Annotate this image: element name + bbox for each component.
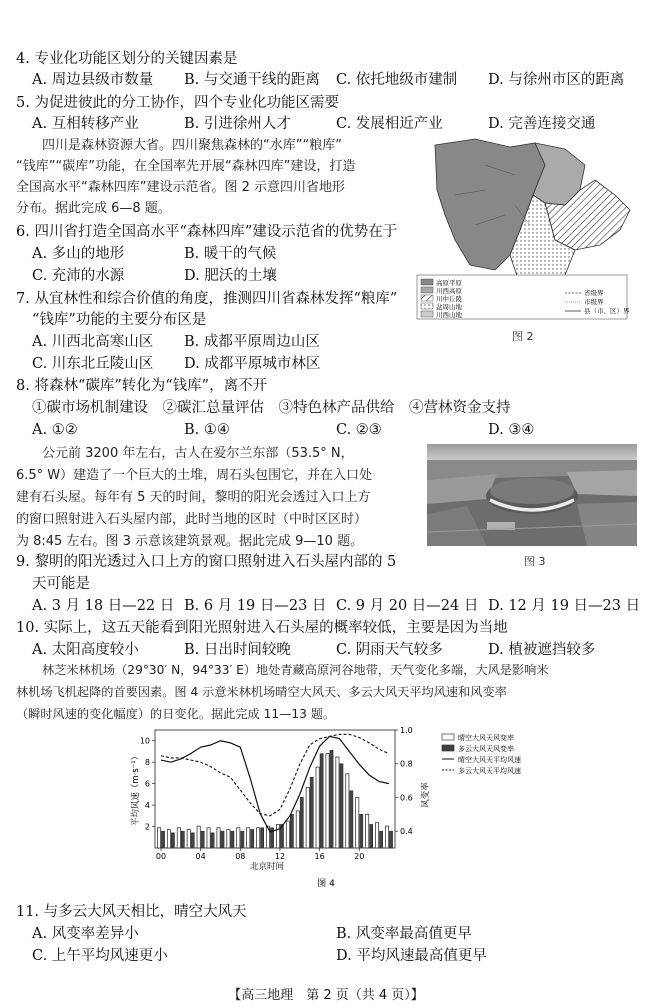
bar-clear-variability (296, 811, 299, 848)
y-right-tick-label: 1.0 (400, 726, 413, 735)
x-tick-label: 00 (155, 852, 167, 861)
bar-clear-variability (197, 826, 200, 848)
legend-label: 晴空大风天平均风速 (458, 756, 521, 764)
y-right-tick-label: 0.6 (400, 793, 413, 803)
bar-clear-variability (247, 828, 250, 848)
legend-label-2: 川西高原 (436, 287, 462, 295)
q7-option-d: D. 成都平原城市林区 (184, 356, 321, 372)
bar-clear-variability (346, 774, 349, 848)
bar-cloudy-variability (201, 831, 204, 848)
bar-clear-variability (187, 829, 190, 848)
y-right-tick-label: 0.8 (400, 759, 413, 769)
bar-cloudy-variability (340, 764, 343, 848)
passage1-line-2: “钱库”“碳库”功能，在全国率先开展“森林四库”建设，打造 (16, 159, 356, 174)
q6-option-b: B. 暖干的气候 (184, 246, 277, 262)
q5-option-d: D. 完善连接交通 (488, 116, 596, 132)
bar-cloudy-variability (290, 814, 293, 848)
q10-option-d: D. 植被遮挡较多 (488, 642, 596, 658)
bar-clear-variability (326, 754, 329, 848)
legend-swatch-5 (421, 311, 433, 317)
bar-clear-variability (237, 828, 240, 848)
y-left-tick-label: 4 (144, 801, 150, 811)
passage2-line-1: 公元前 3200 年左右，古人在爱尔兰东部（53.5° N， (42, 446, 354, 461)
x-tick-label: 16 (314, 852, 325, 861)
legend-swatch (442, 734, 454, 740)
q11-option-a: A. 风变率差异小 (32, 926, 139, 942)
q11-option-d: D. 平均风速最高值更早 (336, 948, 487, 964)
q4-option-c: C. 依托地级市建制 (336, 72, 458, 88)
q7-stem-1: 7. 从宜林性和综合价值的角度，推测四川省森林发挥“粮库” (16, 291, 398, 307)
bar-clear-variability (257, 828, 260, 848)
legend-label: 多云大风天平均风速 (458, 767, 521, 775)
bar-cloudy-variability (379, 831, 382, 848)
q7-option-a: A. 川西北高寒山区 (32, 334, 154, 350)
q8-option-c: C. ②③ (336, 422, 382, 438)
q8-option-a: A. ①② (32, 422, 78, 438)
bar-cloudy-variability (191, 833, 194, 848)
y-right-tick-label: 0.4 (400, 827, 413, 837)
q9-option-a: A. 3 月 18 日—22 日 (32, 598, 175, 614)
bar-cloudy-variability (300, 797, 303, 848)
q9-stem-1: 9. 黎明的阳光透过入口上方的窗口照射进入石头屋内部的 5 (16, 554, 397, 570)
legend-line-2: 市级界 (584, 298, 604, 306)
passage2-line-5: 为 8:45 左右。图 3 示意该建筑景观。据此完成 9—10 题。 (16, 534, 364, 549)
legend-line-1: 省级界 (584, 289, 604, 297)
q4-option-a: A. 周边县级市数量 (32, 72, 154, 88)
y-left-tick-label: 2 (144, 822, 150, 832)
q6-option-c: C. 充沛的水源 (32, 268, 125, 284)
q6-option-d: D. 肥沃的土壤 (184, 268, 277, 284)
y-left-axis-label: 平均风速（m·s⁻¹） (131, 751, 141, 827)
passage3-line-3: （瞬时风速的变化幅度）的日变化。据此完成 11—13 题。 (16, 707, 336, 721)
q11-stem: 11. 与多云大风天相比，晴空大风天 (16, 904, 247, 920)
x-tick-label: 08 (235, 852, 246, 861)
bar-clear-variability (157, 828, 160, 848)
q10-stem: 10. 实际上，这五天能看到阳光照射进入石头屋的概率较低，主要是因为当地 (16, 620, 508, 636)
q10-option-a: A. 太阳高度较小 (32, 642, 139, 658)
q5-option-c: C. 发展相近产业 (336, 116, 443, 132)
q4-option-b: B. 与交通干线的距离 (184, 72, 320, 88)
passage2-line-4: 的窗口照射进入石头屋内部，此时当地的区时（中时区区时） (16, 512, 368, 527)
figure-2-caption: 图 2 (512, 330, 534, 343)
newgrange-landscape (427, 444, 637, 546)
q9-option-b: B. 6 月 19 日—23 日 (184, 598, 327, 614)
q7-option-c: C. 川东北丘陵山区 (32, 356, 154, 372)
bar-cloudy-variability (171, 833, 174, 848)
bar-clear-variability (356, 797, 359, 848)
bar-cloudy-variability (181, 831, 184, 848)
bar-cloudy-variability (231, 831, 234, 848)
page-footer: 【高三地理 第 2 页（共 4 页）】 (228, 988, 424, 1003)
passage1-line-4: 分布。据此完成 6—8 题。 (16, 201, 171, 216)
q8-option-d: D. ③④ (488, 422, 535, 438)
q9-option-c: C. 9 月 20 日—24 日 (336, 598, 479, 614)
q11-option-c: C. 上午平均风速更小 (32, 948, 168, 964)
passage3-line-1: 林芝米林机场（29°30′ N，94°33′ E）地处青藏高原河谷地带，天气变化多端，大风是影响米 (42, 663, 549, 677)
bar-cloudy-variability (161, 831, 164, 848)
passage1-line-1: 四川是森林资源大省。四川聚焦森林的“水库”“粮库” (42, 138, 342, 153)
bar-cloudy-variability (389, 831, 392, 848)
q9-option-d: D. 12 月 19 日—23 日 (488, 598, 641, 614)
x-tick-label: 12 (274, 852, 286, 861)
q8-items: ①碳市场机制建设 ②碳汇总量评估 ③特色林产品供给 ④营林资金支持 (32, 400, 511, 416)
q10-option-b: B. 日出时间较晚 (184, 642, 291, 658)
legend-swatch-3 (421, 295, 433, 301)
bar-cloudy-variability (320, 754, 323, 848)
legend-label-5: 川西山地 (436, 311, 462, 319)
bar-clear-variability (306, 787, 309, 848)
legend-label-3: 川中丘陵 (436, 295, 462, 303)
bar-clear-variability (217, 828, 220, 848)
y-left-tick-label: 8 (144, 758, 150, 768)
passage3-line-2: 林机场飞机起降的首要因素。图 4 示意米林机场晴空大风天、多云大风天平均风速和风变率 (16, 685, 507, 699)
bar-cloudy-variability (221, 831, 224, 848)
figure-2-map (415, 135, 637, 320)
bar-cloudy-variability (211, 833, 214, 848)
bar-cloudy-variability (310, 777, 313, 848)
legend-swatch-4 (421, 303, 433, 309)
bar-cloudy-variability (241, 831, 244, 848)
line-clear-mean-speed (161, 736, 389, 831)
legend-label-4: 盆周山地 (436, 303, 462, 311)
q7-stem-2: “钱库”功能的主要分布区是 (32, 312, 207, 328)
legend-swatch-1 (421, 279, 433, 285)
legend-line-3: 县（市、区）界 (584, 307, 630, 315)
q7-option-b: B. 成都平原周边山区 (184, 334, 320, 350)
q5-option-b: B. 引进徐州人才 (184, 116, 291, 132)
bar-clear-variability (385, 826, 388, 848)
bar-clear-variability (366, 814, 369, 848)
bar-clear-variability (375, 823, 378, 848)
bar-clear-variability (316, 767, 319, 848)
bar-cloudy-variability (261, 828, 264, 848)
y-left-tick-label: 6 (144, 779, 150, 789)
bar-clear-variability (207, 828, 210, 848)
bar-cloudy-variability (370, 824, 373, 848)
legend-swatch-2 (421, 287, 433, 293)
y-right-axis-label: 风变率 (421, 782, 431, 808)
bar-clear-variability (227, 829, 230, 848)
bar-clear-variability (286, 821, 289, 848)
q6-stem: 6. 四川省打造全国高水平“森林四库”建设示范省的优势在于 (16, 224, 398, 240)
passage2-line-3: 建有石头屋。每年有 5 天的时间，黎明的阳光会透过入口上方 (16, 490, 371, 505)
passage2-line-2: 6.5° W）建造了一个巨大的土堆，周石头包围它，并在入口处 (16, 468, 373, 483)
legend-label: 多云大风天风变率 (458, 745, 514, 753)
figure-3-caption: 图 3 (524, 555, 546, 568)
q5-option-a: A. 互相转移产业 (32, 116, 139, 132)
q8-stem: 8. 将森林“碳库”转化为“钱库”，离不开 (16, 378, 268, 394)
x-axis-label: 北京时间 (249, 862, 285, 872)
legend-label-1: 高原平原 (436, 279, 462, 287)
q4-stem: 4. 专业化功能区划分的关键因素是 (16, 51, 238, 67)
bar-cloudy-variability (350, 791, 353, 848)
legend-swatch (442, 745, 454, 751)
bar-clear-variability (336, 757, 339, 848)
passage1-line-3: 全国高水平“森林四库”建设示范省。图 2 示意四川省地形 (16, 180, 346, 195)
q11-option-b: B. 风变率最高值更早 (336, 926, 472, 942)
figure-3-photo (427, 444, 637, 546)
bar-clear-variability (167, 829, 170, 848)
bar-clear-variability (276, 824, 279, 848)
bar-cloudy-variability (360, 814, 363, 848)
sichuan-terrain-map (415, 135, 637, 320)
y-left-tick-label: 10 (139, 736, 150, 746)
q10-option-c: C. 阴雨天气较多 (336, 642, 443, 658)
line-cloudy-mean-speed (161, 734, 389, 816)
x-tick-label: 20 (354, 852, 365, 861)
q5-stem: 5. 为促进彼此的分工协作，四个专业化功能区需要 (16, 95, 339, 111)
q9-stem-2: 天可能是 (32, 576, 90, 592)
q8-option-b: B. ①④ (184, 422, 230, 438)
legend-label: 晴空大风天风变率 (458, 734, 514, 742)
q6-option-a: A. 多山的地形 (32, 246, 125, 262)
bar-cloudy-variability (251, 829, 254, 848)
x-tick-label: 04 (195, 852, 206, 861)
bar-clear-variability (177, 828, 180, 848)
figure-4-caption: 图 4 (317, 879, 335, 889)
bar-cloudy-variability (330, 750, 333, 848)
figure-4-chart (0, 722, 652, 892)
q4-option-d: D. 与徐州市区的距离 (488, 72, 625, 88)
